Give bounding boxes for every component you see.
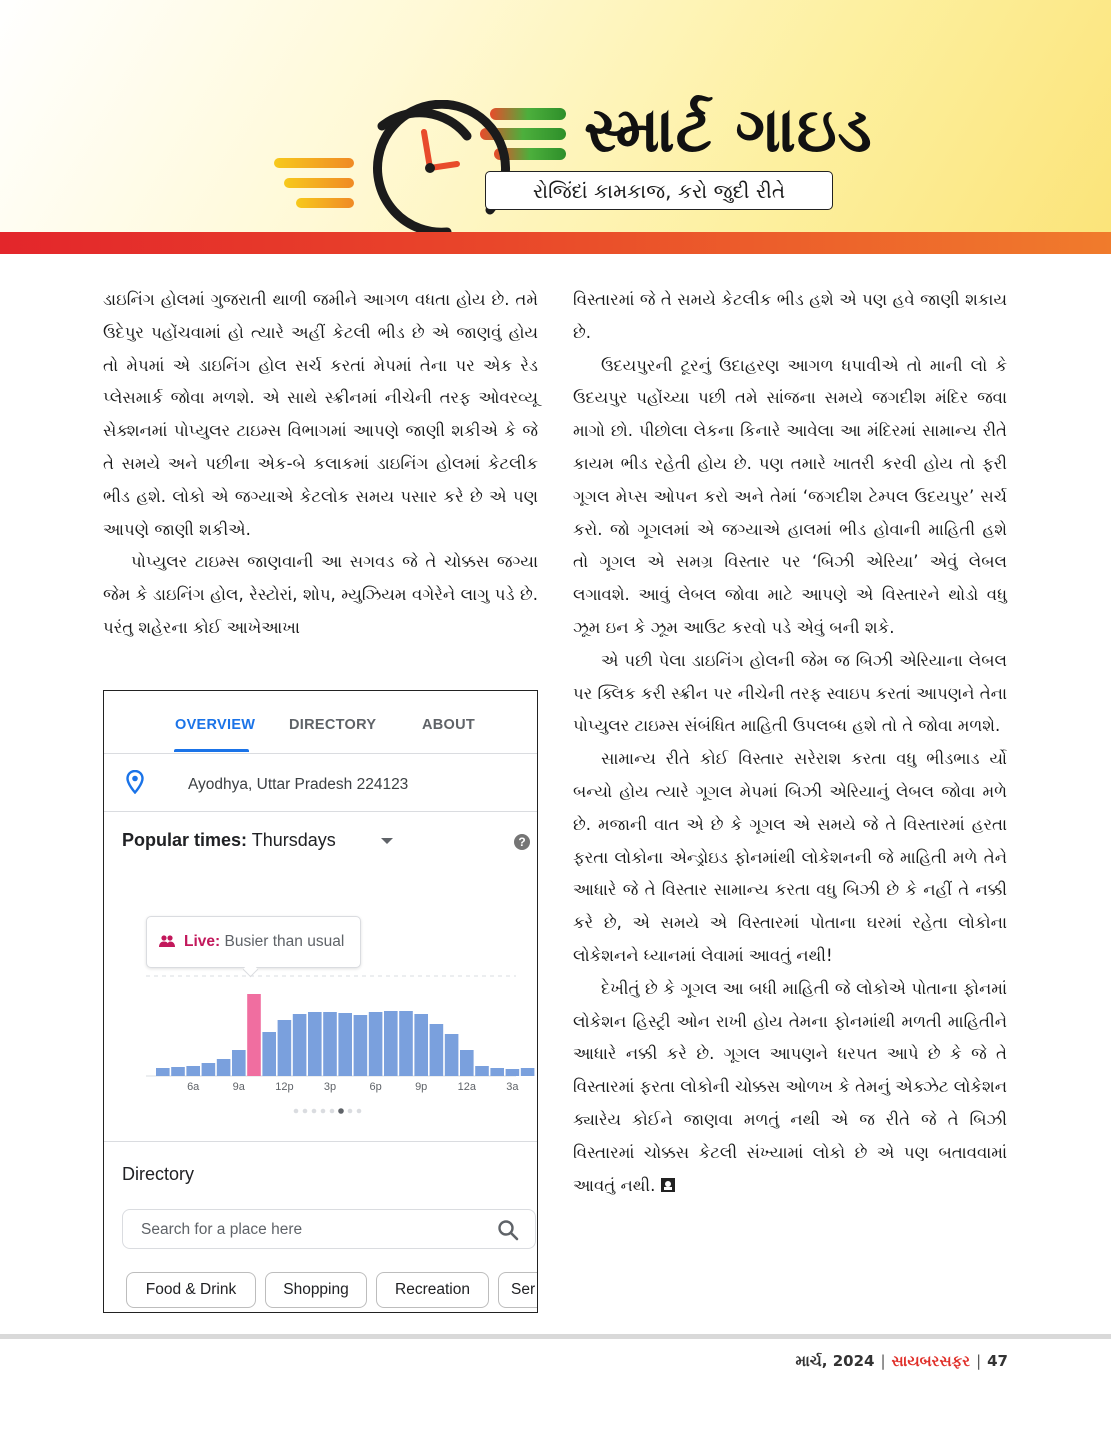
divider <box>104 1141 537 1142</box>
chart-tick-label: 9p <box>415 1081 428 1093</box>
chart-tick-label: 6p <box>369 1081 382 1093</box>
chart-bar[interactable] <box>186 1066 200 1076</box>
address-text: Ayodhya, Uttar Pradesh 224123 <box>188 776 409 793</box>
popular-times-label: Popular times: <box>122 830 248 850</box>
footer-rule <box>0 1334 1111 1339</box>
chart-bar[interactable] <box>278 1020 292 1076</box>
address-row[interactable] <box>104 753 537 812</box>
paragraph: વિસ્તારમાં જે તે સમયે કેટલીક ભીડ હશે એ પણ હવે જાણી શકાય છે. <box>573 290 1007 342</box>
chart-bar-live[interactable] <box>247 994 261 1076</box>
tab-about[interactable]: ABOUT <box>422 717 476 733</box>
chart-tick-label: 9a <box>232 1081 245 1093</box>
paragraph <box>573 973 1007 1203</box>
pagination-dot[interactable] <box>348 1109 353 1114</box>
end-mark-icon <box>661 1178 675 1192</box>
search-icon[interactable] <box>497 1219 519 1241</box>
page-number: 47 <box>987 1352 1008 1370</box>
pagination-dot[interactable] <box>312 1109 317 1114</box>
paragraph: એ પછી પેલા ડાઇનિંગ હોલની જેમ જ બિઝી એરિયાના લેબલ પર ક્લિક કરી સ્ક્રીન પર નીચેની તરફ સ્વાઇપ કરતાં આપણને તેના પોપ્યુલર ટાઇમ્સ સંબંધિત માહિતી ઉપલબ્ધ હશે તો તે જોવા મળશે. <box>573 650 1007 736</box>
paragraph: પોપ્યુલર ટાઇમ્સ જાણવાની આ સગવડ જે તે ચોક્કસ જગ્યા જેમ કે ડાઇનિંગ હોલ, રેસ્ટોરાં, શોપ, મ્યુઝિયમ વગેરેને લાગુ પડે છે. પરંતુ શહેરના કોઈ આખેઆખા <box>103 552 538 637</box>
header-band <box>0 232 1111 254</box>
chart-bar[interactable] <box>232 1050 246 1076</box>
pagination-dot[interactable] <box>330 1109 335 1114</box>
chip-recreation[interactable]: Recreation <box>376 1272 489 1308</box>
chart-bar[interactable] <box>460 1050 474 1076</box>
chart-bar[interactable] <box>217 1059 231 1076</box>
chip-services-partial[interactable]: Ser <box>498 1272 538 1308</box>
paragraph-text: દેખીતું છે કે ગૂગલ આ બધી માહિતી જે લોકોએ પોતાના ફોનમાં લોકેશન હિસ્ટ્રી ઓન રાખી હોય તેમના ફોનમાંથી મળતી માહિતીને આધારે નક્કી કરે છે. ગૂગલ આપણને ધરપત આપે છે કે જે તે વિસ્તારમાં ફરતા લોકોની ચોક્કસ ઓળખ કે તેમનું એક્ઝેટ લોકેશન ક્યારેય કોઈને જાણવા મળતું નથી એ જ રીતે જે તે બિઝી વિસ્તારમાં ચોક્કસ કેટલી સંખ્યામાં લોકો છે એ પણ બતાવવામાં આવતું નથી. <box>573 978 1007 1195</box>
footer-separator: | <box>880 1352 886 1370</box>
maps-screenshot <box>103 690 538 1313</box>
popular-times-header[interactable] <box>122 830 336 851</box>
chart-bar[interactable] <box>293 1014 307 1076</box>
chart-bar[interactable] <box>490 1068 504 1076</box>
page-footer <box>796 1352 1008 1370</box>
left-column <box>103 284 538 645</box>
paragraph: ઉદયપુરની ટૂરનું ઉદાહરણ આગળ ધપાવીએ તો માની લો કે ઉદયપુર પહોંચ્યા પછી તમે સાંજના સમયે જગદીશ મંદિર જવા માગો છો. પીછોલા લેકના કિનારે આવેલા આ મંદિરમાં સામાન્ય રીતે કાયમ ભીડ રહેતી હોય છે. પણ તમારે ખાતરી કરવી હોય તો ફરી ગૂગલ મેપ્સ ઓપન કરો અને તેમાં ‘જગદીશ ટેમ્પલ ઉદયપુર’ સર્ચ કરો. જો ગૂગલમાં એ જગ્યાએ હાલમાં ભીડ હોવાની માહિતી હશે તો ગૂગલ એ સમગ્ર વિસ્તાર પર ‘બિઝી એરિયા’ એવું લેબલ લગાવશે. આવું લેબલ જોવા માટે આપણે એ વિસ્તારને થોડો વધુ ઝૂમ ઇન કે ઝૂમ આઉટ કરવો પડે એવું બની શકે. <box>573 355 1007 637</box>
chart-bar[interactable] <box>369 1012 383 1076</box>
pagination-dot[interactable] <box>357 1109 362 1114</box>
paragraph: સામાન્ય રીતે કોઈ વિસ્તાર સરેરાશ કરતા વધુ ભીડભાડ ર્યો બન્યો હોય ત્યારે ગૂગલ મેપમાં બિઝી એરિયાનું લેબલ જોવા મળે છે. મજાની વાત એ છે કે ગૂગલ એ સમયે જે તે વિસ્તારમાં હરતા ફરતા લોકોના એન્ડ્રોઇડ ફોનમાંથી લોકેશનની જે માહિતી મળે તેને આધારે જે તે વિસ્તાર સામાન્ય કરતા વધુ બિઝી છે કે નહીં તે નક્કી કરે છે, એ સમયે એ વિસ્તારમાં પોતાના ઘરમાં રહેતા લોકોના લોકેશનને ધ્યાનમાં લેવામાં આવતું નથી! <box>573 749 1007 965</box>
chart-bar[interactable] <box>475 1066 489 1076</box>
popular-times-day: Thursdays <box>251 830 336 850</box>
chart-bar[interactable] <box>384 1011 398 1076</box>
pagination-dot[interactable] <box>294 1109 299 1114</box>
chart-bar[interactable] <box>354 1015 368 1076</box>
live-status: Busier than usual <box>224 933 345 950</box>
right-column <box>573 284 1007 1202</box>
tab-bar <box>104 691 537 754</box>
chart-tick-label: 12p <box>275 1081 294 1093</box>
chart-bar[interactable] <box>430 1024 444 1076</box>
footer-separator: | <box>976 1352 982 1370</box>
popular-times-chart <box>104 961 537 1096</box>
chart-bar[interactable] <box>338 1013 352 1076</box>
clock-logo-icon <box>262 100 592 240</box>
paragraph: ડાઇનિંગ હોલમાં ગુજરાતી થાળી જમીને આગળ વધતા હોય છે. તમે ઉદેપુર પહોંચવામાં હો ત્યારે અહીં કેટલી ભીડ છે એ જાણવું હોય તો મેપમાં એ ડાઇનિંગ હોલ સર્ચ કરતાં મેપમાં તેના પર એક રેડ પ્લેસમાર્ક જોવા મળશે. એ સાથે સ્ક્રીનમાં નીચેની તરફ ઓવરવ્યૂ સેક્શનમાં પોપ્યુલર ટાઇમ્સ વિભાગમાં આપણે જાણી શકીએ કે જે તે સમયે અને પછીના એક-બે કલાકમાં ડાઇનિંગ હોલમાં કેટલીક ભીડ હશે. લોકો એ જગ્યાએ કેટલોક સમય પસાર કરે છે એ પણ આપણે જાણી શકીએ. <box>103 290 538 539</box>
chip-shopping[interactable]: Shopping <box>265 1272 367 1308</box>
day-dropdown-icon[interactable] <box>381 838 393 844</box>
search-placeholder: Search for a place here <box>141 1221 303 1238</box>
chart-bar[interactable] <box>262 1032 276 1076</box>
footer-date: માર્ચ, 2024 <box>795 1352 875 1370</box>
chart-bar[interactable] <box>202 1063 216 1076</box>
section-subtitle: રોજિંદાં કામકાજ, કરો જુદી રીતે <box>485 171 833 210</box>
active-tab-indicator <box>174 749 249 752</box>
chart-pagination <box>292 1106 372 1116</box>
live-label: Live: <box>184 933 221 950</box>
tab-overview[interactable]: OVERVIEW <box>175 717 256 733</box>
pagination-dot[interactable] <box>338 1108 344 1114</box>
people-icon <box>159 935 175 947</box>
chart-bar[interactable] <box>445 1034 459 1076</box>
help-icon[interactable]: ? <box>514 834 530 850</box>
tab-directory[interactable]: DIRECTORY <box>289 717 377 733</box>
pagination-dot[interactable] <box>303 1109 308 1114</box>
chart-tick-label: 3a <box>506 1081 519 1093</box>
live-status-text <box>184 933 344 951</box>
chart-bar[interactable] <box>414 1014 428 1076</box>
chart-bar[interactable] <box>506 1069 520 1076</box>
pagination-dot[interactable] <box>321 1109 326 1114</box>
footer-brand: સાયબરસફર <box>891 1352 971 1370</box>
chart-tick-label: 12a <box>457 1081 476 1093</box>
chip-food-drink[interactable]: Food & Drink <box>126 1272 256 1308</box>
section-title: સ્માર્ટ ગાઇડ <box>584 93 873 166</box>
chart-tick-label: 3p <box>323 1081 337 1093</box>
directory-title: Directory <box>122 1164 195 1184</box>
chart-bar[interactable] <box>521 1068 535 1076</box>
chart-bar[interactable] <box>308 1012 322 1076</box>
chart-tick-label: 6a <box>187 1081 200 1093</box>
location-pin-icon <box>126 770 144 794</box>
chart-bar[interactable] <box>323 1012 337 1076</box>
chart-bar[interactable] <box>156 1068 170 1076</box>
directory-search-input[interactable] <box>122 1209 536 1249</box>
chart-bar[interactable] <box>399 1011 413 1076</box>
chart-bar[interactable] <box>171 1067 185 1076</box>
